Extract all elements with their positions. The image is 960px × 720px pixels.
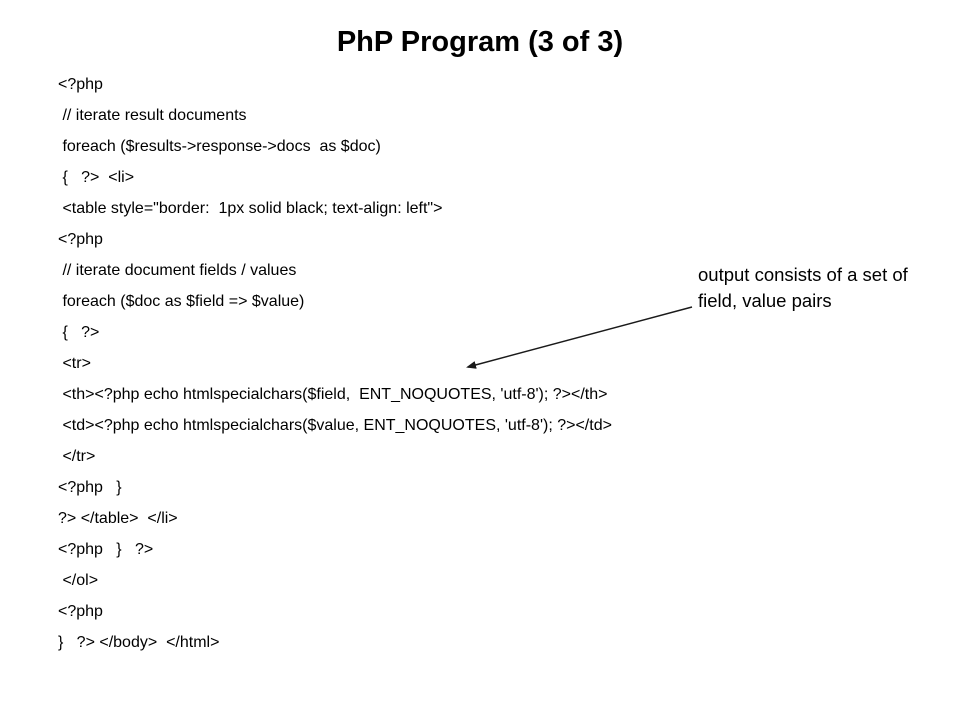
- code-line: ?> </table> </li>: [58, 510, 178, 527]
- code-line: } ?> </body> </html>: [58, 634, 220, 651]
- code-line: <table style="border: 1px solid black; text-align: left">: [58, 200, 443, 217]
- code-line: { ?>: [58, 324, 100, 341]
- code-line: { ?> <li>: [58, 169, 135, 186]
- code-line: <?php: [58, 231, 103, 248]
- code-line: <td><?php echo htmlspecialchars($value, ENT_NOQUOTES, 'utf-8'); ?></td>: [58, 417, 612, 434]
- code-line: <th><?php echo htmlspecialchars($field, ENT_NOQUOTES, 'utf-8'); ?></th>: [58, 386, 608, 403]
- code-line: <tr>: [58, 355, 91, 372]
- code-line: foreach ($results->response->docs as $doc): [58, 138, 381, 155]
- code-line: <?php: [58, 76, 103, 93]
- code-line: foreach ($doc as $field => $value): [58, 293, 305, 310]
- slide-title: PhP Program (3 of 3): [336, 26, 624, 58]
- code-line: <?php } ?>: [58, 541, 154, 558]
- annotation-callout: output consists of a set of field, value pairs: [698, 264, 908, 311]
- code-line: <?php }: [58, 479, 122, 496]
- code-line: <?php: [58, 603, 103, 620]
- code-block: [58, 69, 778, 658]
- code-line: </tr>: [58, 448, 96, 465]
- code-line: // iterate document fields / values: [58, 262, 297, 279]
- code-line: </ol>: [58, 572, 99, 589]
- code-line: // iterate result documents: [58, 107, 247, 124]
